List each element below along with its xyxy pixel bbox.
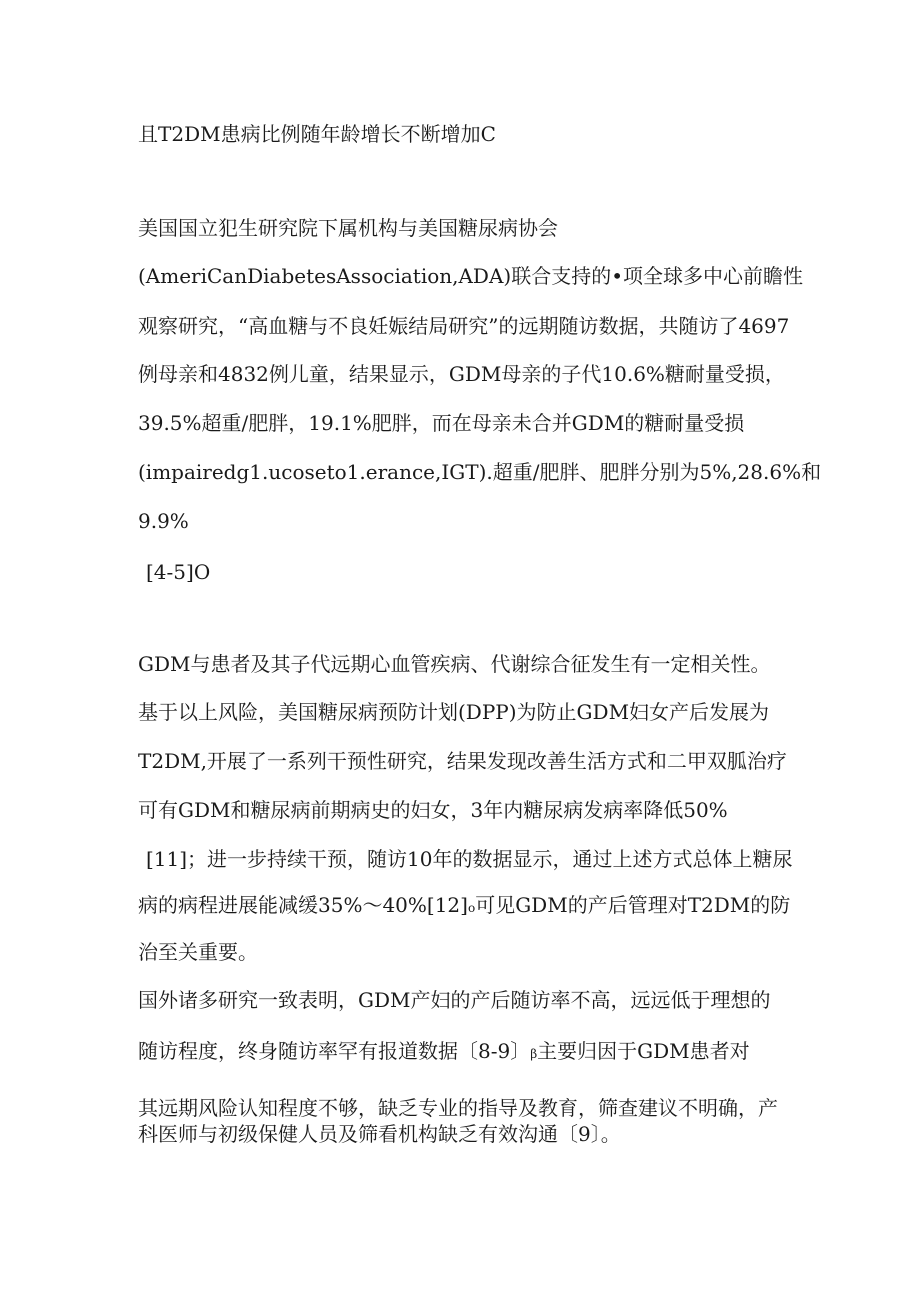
text-segment: 可见GDM的产后管理对T2DM的防 [475, 893, 791, 917]
text-line: 例母亲和4832例儿童，结果显示，GDM母亲的子代10.6%糖耐量受损， [138, 362, 785, 386]
text-line: 39.5%超重/肥胖，19.1%肥胖，而在母亲未合并GDM的糖耐量受损 [138, 411, 745, 435]
text-line: T2DM,开展了一系列干预性研究，结果发现改善生活方式和二甲双胍治疗 [138, 749, 787, 773]
text-line: 美国国立犯生研究院下属机构与美国糖尿病协会 [138, 216, 558, 240]
text-line: (AmeriCanDiabetesAssociation,ADA)联合支持的•项全球多中心前瞻性 [138, 264, 804, 288]
text-line: 国外诸多研究一致表明，GDM产妇的产后随访率不高，远远低于理想的 [138, 988, 771, 1012]
text-line: 治至关重要。 [138, 940, 258, 964]
subscript: o [467, 901, 476, 915]
text-line [138, 892, 790, 921]
text-line: 且T2DM患病比例随年龄增长不断增加C [138, 122, 496, 146]
text-line: 可有GDM和糖尿病前期病史的妇女，3年内糖尿病发病率降低50% [138, 798, 728, 822]
text-line: 观察研究，“高血糖与不良妊娠结局研究”的远期随访数据，共随访了4697 [138, 314, 790, 338]
text-line [138, 1038, 750, 1067]
citation-line: [4-5]O [146, 560, 211, 584]
text-line: 9.9% [138, 509, 189, 533]
text-line: 基于以上风险，美国糖尿病预防计划(DPP)为防止GDM妇女产后发展为 [138, 700, 770, 724]
text-line: GDM与患者及其子代远期心血管疾病、代谢综合征发生有一定相关性。 [138, 652, 771, 676]
subscript: β [530, 1047, 538, 1061]
text-segment: 随访程度，终身随访率罕有报道数据〔8-9〕 [138, 1039, 531, 1063]
text-line: [11]；进一步持续干预，随访10年的数据显示，通过上述方式总体上糖尿 [146, 847, 793, 871]
text-line: (impairedg1.ucoseto1.erance,IGT).超重/肥胖、肥胖分别为5%,28.6%和 [138, 460, 822, 484]
text-line: 科医师与初级保健人员及筛看机构缺乏有效沟通〔9〕。 [138, 1122, 621, 1146]
text-segment: 主要归因于GDM患者对 [537, 1039, 750, 1063]
text-segment: 病的病程进展能减缓35%～40%[12] [138, 893, 468, 917]
text-line: 其远期风险认知程度不够，缺乏专业的指导及教育，筛查建议不明确，产 [138, 1096, 778, 1120]
